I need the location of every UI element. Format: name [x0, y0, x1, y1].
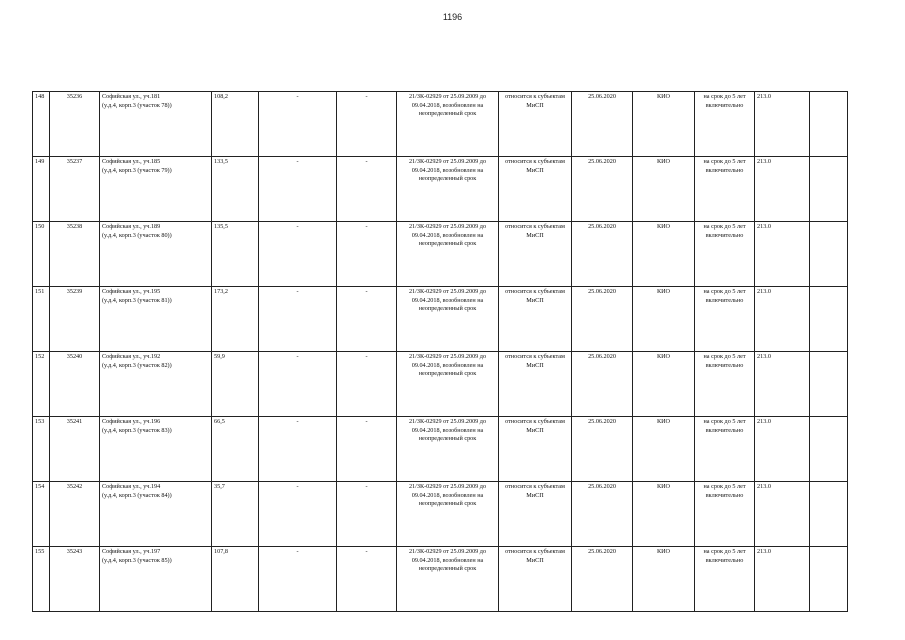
- organization: КИО: [633, 92, 695, 157]
- empty-cell: [810, 157, 848, 222]
- empty-cell: [810, 92, 848, 157]
- code: 213.0: [755, 287, 810, 352]
- msp-relation: относится к субъектам МиСП: [499, 92, 572, 157]
- area: 66,5: [212, 417, 259, 482]
- code: 213.0: [755, 547, 810, 612]
- address-line-1: Софийская ул., уч.189: [102, 223, 161, 230]
- address-line-2: (у.д.4, корп.3 (участок 82)): [102, 361, 172, 369]
- object-id: 35236: [50, 92, 100, 157]
- object-id: 35237: [50, 157, 100, 222]
- organization: КИО: [633, 157, 695, 222]
- contract-info: 21/ЗК-02929 от 25.09.2009 до 09.04.2018, возобновлен на неопределенный срок: [397, 417, 499, 482]
- object-id: 35240: [50, 352, 100, 417]
- table-row: [33, 222, 848, 287]
- address-line-1: Софийская ул., уч.195: [102, 288, 161, 295]
- dash-cell: -: [259, 222, 337, 287]
- msp-relation: относится к субъектам МиСП: [499, 417, 572, 482]
- dash-cell: -: [337, 222, 397, 287]
- table-row: [33, 482, 848, 547]
- lease-term: на срок до 5 лет включительно: [695, 352, 755, 417]
- table-row: [33, 157, 848, 222]
- address-line-1: Софийская ул., уч.181: [102, 93, 161, 100]
- row-number: 151: [33, 287, 50, 352]
- object-id: 35242: [50, 482, 100, 547]
- address: [100, 482, 212, 547]
- dash-cell: -: [259, 547, 337, 612]
- lease-term: на срок до 5 лет включительно: [695, 547, 755, 612]
- area: 173,2: [212, 287, 259, 352]
- address-line-1: Софийская ул., уч.196: [102, 418, 161, 425]
- dash-cell: -: [259, 157, 337, 222]
- msp-relation: относится к субъектам МиСП: [499, 287, 572, 352]
- object-id: 35239: [50, 287, 100, 352]
- table-row: [33, 417, 848, 482]
- msp-relation: относится к субъектам МиСП: [499, 352, 572, 417]
- empty-cell: [810, 287, 848, 352]
- dash-cell: -: [259, 417, 337, 482]
- area: 135,5: [212, 222, 259, 287]
- organization: КИО: [633, 352, 695, 417]
- organization: КИО: [633, 222, 695, 287]
- area: 107,8: [212, 547, 259, 612]
- address-line-1: Софийская ул., уч.192: [102, 353, 161, 360]
- dash-cell: -: [337, 547, 397, 612]
- address: [100, 547, 212, 612]
- address-line-1: Софийская ул., уч.185: [102, 158, 161, 165]
- contract-info: 21/ЗК-02929 от 25.09.2009 до 09.04.2018, возобновлен на неопределенный срок: [397, 222, 499, 287]
- table-row: [33, 92, 848, 157]
- address-line-2: (у.д.4, корп.3 (участок 85)): [102, 556, 172, 564]
- row-number: 149: [33, 157, 50, 222]
- address-line-1: Софийская ул., уч.194: [102, 483, 161, 490]
- address: [100, 287, 212, 352]
- row-number: 153: [33, 417, 50, 482]
- inclusion-date: 25.06.2020: [572, 157, 633, 222]
- inclusion-date: 25.06.2020: [572, 417, 633, 482]
- dash-cell: -: [259, 352, 337, 417]
- empty-cell: [810, 352, 848, 417]
- area: 59,9: [212, 352, 259, 417]
- msp-relation: относится к субъектам МиСП: [499, 482, 572, 547]
- lease-term: на срок до 5 лет включительно: [695, 287, 755, 352]
- address: [100, 352, 212, 417]
- organization: КИО: [633, 547, 695, 612]
- row-number: 148: [33, 92, 50, 157]
- address: [100, 417, 212, 482]
- msp-relation: относится к субъектам МиСП: [499, 222, 572, 287]
- row-number: 152: [33, 352, 50, 417]
- lease-term: на срок до 5 лет включительно: [695, 157, 755, 222]
- dash-cell: -: [337, 92, 397, 157]
- code: 213.0: [755, 92, 810, 157]
- inclusion-date: 25.06.2020: [572, 222, 633, 287]
- inclusion-date: 25.06.2020: [572, 482, 633, 547]
- row-number: 154: [33, 482, 50, 547]
- dash-cell: -: [337, 157, 397, 222]
- inclusion-date: 25.06.2020: [572, 92, 633, 157]
- contract-info: 21/ЗК-02929 от 25.09.2009 до 09.04.2018, возобновлен на неопределенный срок: [397, 482, 499, 547]
- dash-cell: -: [259, 92, 337, 157]
- address: [100, 92, 212, 157]
- row-number: 155: [33, 547, 50, 612]
- contract-info: 21/ЗК-02929 от 25.09.2009 до 09.04.2018, возобновлен на неопределенный срок: [397, 547, 499, 612]
- inclusion-date: 25.06.2020: [572, 547, 633, 612]
- address: [100, 157, 212, 222]
- lease-term: на срок до 5 лет включительно: [695, 92, 755, 157]
- address-line-2: (у.д.4, корп.3 (участок 78)): [102, 101, 172, 109]
- object-id: 35241: [50, 417, 100, 482]
- lease-term: на срок до 5 лет включительно: [695, 417, 755, 482]
- inclusion-date: 25.06.2020: [572, 352, 633, 417]
- organization: КИО: [633, 287, 695, 352]
- contract-info: 21/ЗК-02929 от 25.09.2009 до 09.04.2018, возобновлен на неопределенный срок: [397, 92, 499, 157]
- dash-cell: -: [337, 417, 397, 482]
- address: [100, 222, 212, 287]
- msp-relation: относится к субъектам МиСП: [499, 547, 572, 612]
- area: 133,5: [212, 157, 259, 222]
- dash-cell: -: [259, 482, 337, 547]
- address-line-2: (у.д.4, корп.3 (участок 79)): [102, 166, 172, 174]
- empty-cell: [810, 417, 848, 482]
- dash-cell: -: [337, 287, 397, 352]
- contract-info: 21/ЗК-02929 от 25.09.2009 до 09.04.2018, возобновлен на неопределенный срок: [397, 352, 499, 417]
- row-number: 150: [33, 222, 50, 287]
- registry-table: [32, 91, 848, 612]
- contract-info: 21/ЗК-02929 от 25.09.2009 до 09.04.2018, возобновлен на неопределенный срок: [397, 157, 499, 222]
- area: 108,2: [212, 92, 259, 157]
- table-row: [33, 287, 848, 352]
- contract-info: 21/ЗК-02929 от 25.09.2009 до 09.04.2018, возобновлен на неопределенный срок: [397, 287, 499, 352]
- registry-rows: [33, 92, 848, 612]
- empty-cell: [810, 222, 848, 287]
- dash-cell: -: [259, 287, 337, 352]
- organization: КИО: [633, 417, 695, 482]
- msp-relation: относится к субъектам МиСП: [499, 157, 572, 222]
- page-number: 1196: [442, 12, 463, 22]
- code: 213.0: [755, 417, 810, 482]
- object-id: 35238: [50, 222, 100, 287]
- table-row: [33, 547, 848, 612]
- dash-cell: -: [337, 482, 397, 547]
- dash-cell: -: [337, 352, 397, 417]
- table-row: [33, 352, 848, 417]
- empty-cell: [810, 482, 848, 547]
- inclusion-date: 25.06.2020: [572, 287, 633, 352]
- object-id: 35243: [50, 547, 100, 612]
- code: 213.0: [755, 157, 810, 222]
- code: 213.0: [755, 222, 810, 287]
- address-line-2: (у.д.4, корп.3 (участок 84)): [102, 491, 172, 499]
- area: 35,7: [212, 482, 259, 547]
- empty-cell: [810, 547, 848, 612]
- organization: КИО: [633, 482, 695, 547]
- address-line-2: (у.д.4, корп.3 (участок 80)): [102, 231, 172, 239]
- address-line-1: Софийская ул., уч.197: [102, 548, 161, 555]
- code: 213.0: [755, 482, 810, 547]
- lease-term: на срок до 5 лет включительно: [695, 222, 755, 287]
- address-line-2: (у.д.4, корп.3 (участок 81)): [102, 296, 172, 304]
- address-line-2: (у.д.4, корп.3 (участок 83)): [102, 426, 172, 434]
- lease-term: на срок до 5 лет включительно: [695, 482, 755, 547]
- code: 213.0: [755, 352, 810, 417]
